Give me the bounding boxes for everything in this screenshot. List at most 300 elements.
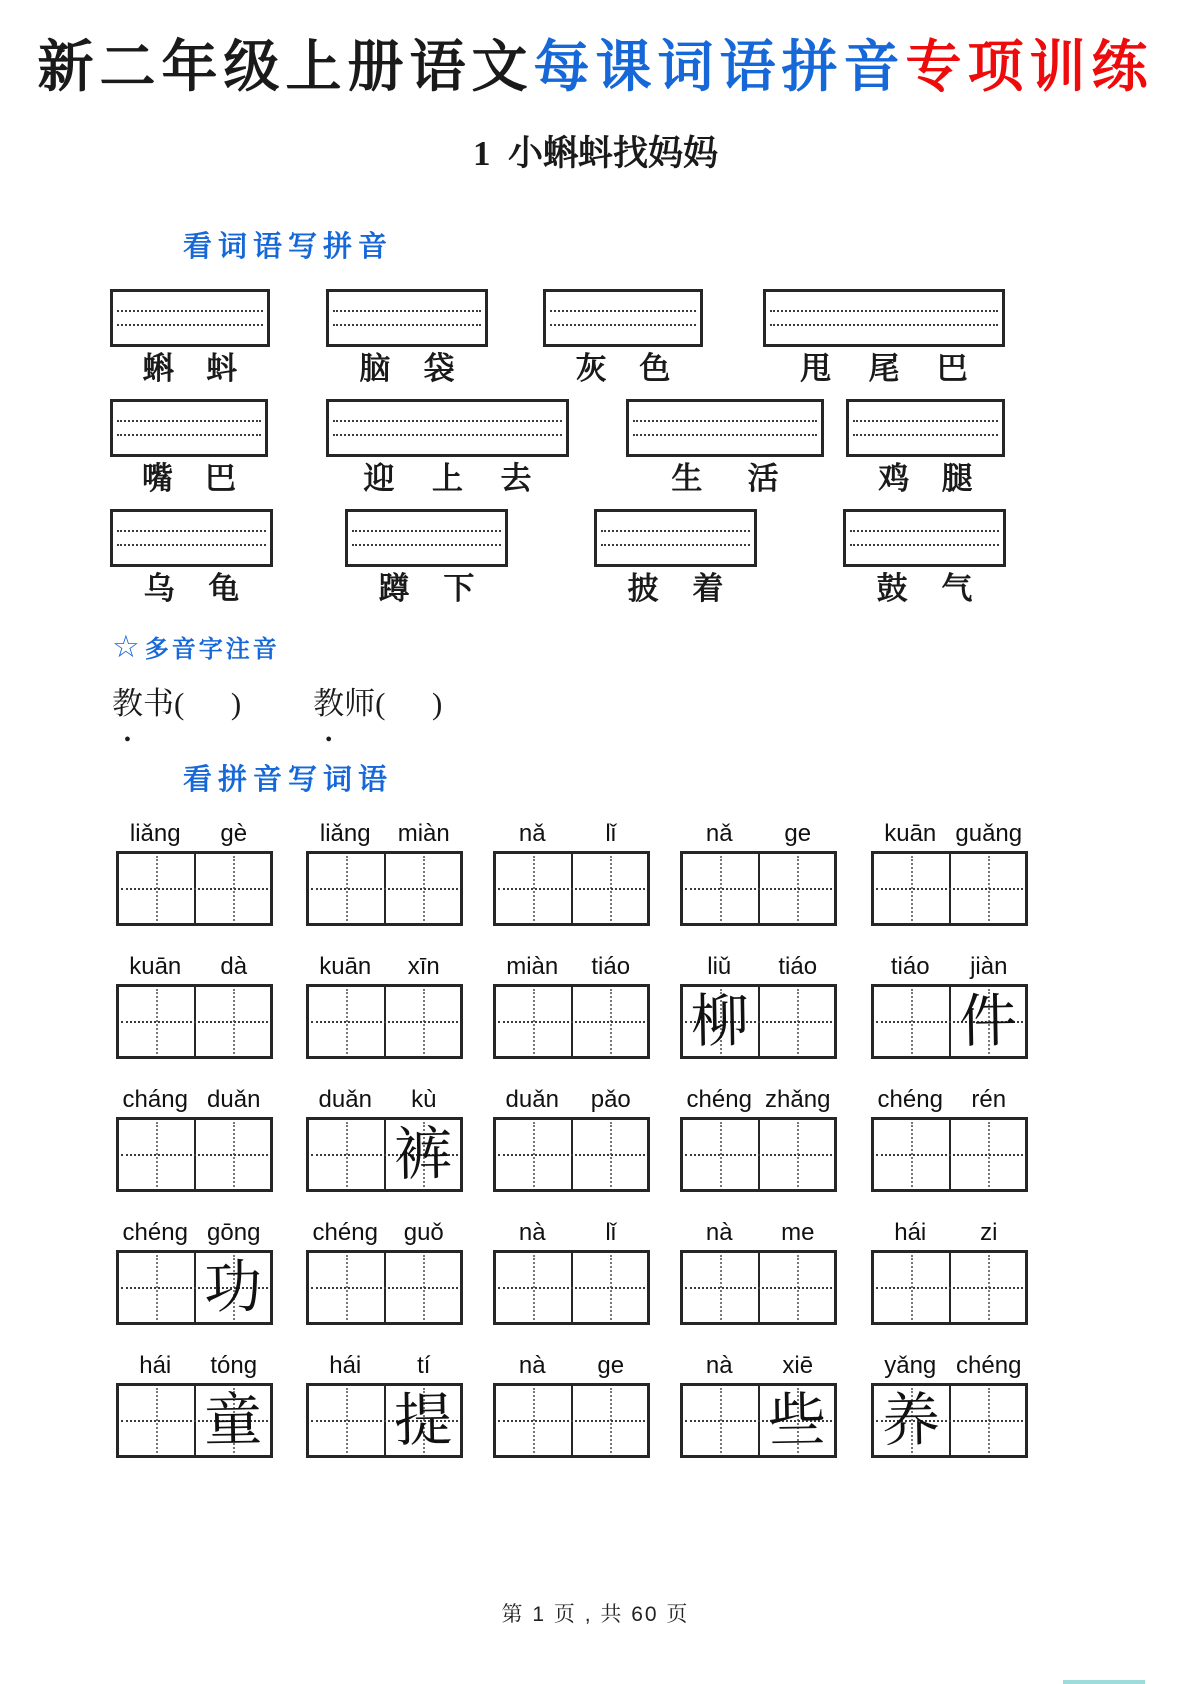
title-segment-red: 专项训练 [905, 37, 1154, 99]
word-character: 披 [627, 570, 659, 606]
dashed-guideline [117, 544, 266, 546]
word-pinyin-item [626, 399, 824, 496]
pinyin-word-unit [871, 1350, 1028, 1458]
pinyin-labels [680, 1350, 837, 1383]
word-character: 蹲 [378, 570, 410, 606]
dashed-guideline [601, 544, 750, 546]
writing-cell [119, 1120, 194, 1189]
prefilled-character: 些 [767, 1385, 827, 1455]
pinyin-syllable: xiē [782, 1351, 814, 1379]
character-writing-box [680, 1383, 837, 1458]
word-character: 蚪 [206, 350, 238, 386]
pinyin-word-unit [680, 1350, 837, 1458]
pinyin-writing-box [543, 289, 703, 347]
pinyin-syllable: liǎng [129, 819, 181, 847]
pinyin-syllable: hái [139, 1351, 172, 1379]
pinyin-syllable: hái [329, 1351, 362, 1379]
pinyin-syllable: duǎn [318, 1085, 372, 1113]
pinyin-word-unit [871, 1217, 1028, 1325]
character-writing-box [680, 984, 837, 1059]
character-writing-box [493, 984, 650, 1059]
pinyin-word-unit [306, 951, 463, 1059]
character-writing-box [306, 1117, 463, 1192]
writing-cell [496, 1386, 571, 1455]
word-character: 鸡 [878, 460, 910, 496]
pinyin-syllable: kuān [129, 952, 182, 980]
dashed-guideline [601, 530, 750, 532]
word-pinyin-item [110, 509, 273, 606]
pinyin-grid-row [0, 1350, 1191, 1483]
writing-cell [496, 987, 571, 1056]
pinyin-syllable: guǎng [955, 819, 1023, 847]
prefilled-character: 裤 [393, 1119, 453, 1189]
character-writing-box [493, 1117, 650, 1192]
pinyin-syllable: chéng [312, 1218, 378, 1246]
pinyin-writing-box [345, 509, 508, 567]
character-writing-box [116, 984, 273, 1059]
pinyin-syllable: pǎo [590, 1085, 631, 1113]
writing-cell [119, 987, 194, 1056]
writing-cell [309, 987, 384, 1056]
character-writing-box [680, 1117, 837, 1192]
dotted-character: 教 ● [313, 678, 344, 723]
word-character: 乌 [143, 570, 175, 606]
polyphonic-item [313, 678, 442, 723]
lesson-title: 1 小蝌蚪找妈妈 [472, 133, 718, 173]
writing-cell [119, 1386, 194, 1455]
pinyin-grid-row [0, 818, 1191, 951]
writing-cell [384, 1253, 461, 1322]
pinyin-syllable: duǎn [505, 1085, 559, 1113]
pinyin-labels [116, 1350, 273, 1383]
pinyin-syllable: xīn [407, 952, 440, 980]
pinyin-syllable: nà [705, 1218, 733, 1246]
pinyin-syllable: nǎ [705, 819, 733, 847]
word-character: 巴 [936, 350, 968, 386]
pinyin-word-unit [116, 951, 273, 1059]
pinyin-writing-box [846, 399, 1005, 457]
writing-cell [496, 1253, 571, 1322]
character-writing-box [306, 984, 463, 1059]
word-row [0, 399, 1191, 509]
word-pinyin-item [846, 399, 1005, 496]
dashed-guideline [117, 530, 266, 532]
pinyin-labels [493, 1084, 650, 1117]
writing-cell [571, 1120, 648, 1189]
dashed-guideline [352, 530, 501, 532]
prefilled-character: 童 [203, 1385, 263, 1455]
dashed-guideline [853, 420, 998, 422]
word-character: 鼓 [876, 570, 908, 606]
pinyin-syllable: nà [518, 1218, 546, 1246]
dashed-guideline [333, 324, 481, 326]
dashed-guideline [117, 310, 263, 312]
word-character: 袋 [423, 350, 455, 386]
prefilled-character: 养 [881, 1385, 941, 1455]
dashed-guideline [850, 530, 999, 532]
dashed-guideline [352, 544, 501, 546]
prefilled-character: 件 [958, 986, 1018, 1056]
chinese-word-label [326, 352, 488, 386]
pinyin-syllable: jiàn [970, 952, 1008, 980]
polyphonic-line [112, 678, 1191, 723]
pinyin-labels [871, 1217, 1028, 1250]
next-page-edge [1063, 1680, 1145, 1684]
writing-cell [683, 987, 758, 1056]
word-pinyin-item [326, 399, 569, 496]
character-writing-box [493, 851, 650, 926]
pinyin-grid-row [0, 1084, 1191, 1217]
pinyin-word-unit [116, 1217, 273, 1325]
writing-cell [309, 1386, 384, 1455]
word-pinyin-item [326, 289, 488, 386]
pinyin-word-unit [871, 951, 1028, 1059]
writing-cell [194, 987, 271, 1056]
dashed-guideline [333, 434, 562, 436]
character-writing-box [493, 1383, 650, 1458]
word-pinyin-item [345, 509, 508, 606]
pinyin-syllable: me [781, 1218, 815, 1246]
writing-cell [309, 854, 384, 923]
pinyin-labels [306, 1350, 463, 1383]
pinyin-syllable: tóng [210, 1351, 258, 1379]
prefilled-character: 柳 [690, 986, 750, 1056]
pinyin-syllable: zhǎng [765, 1085, 831, 1113]
character-writing-box [680, 1250, 837, 1325]
chinese-word-label [594, 572, 757, 606]
pinyin-syllable: nà [705, 1351, 733, 1379]
writing-cell [309, 1253, 384, 1322]
page-title [0, 0, 1191, 100]
pinyin-labels [493, 951, 650, 984]
pinyin-to-word-grid [0, 818, 1191, 1483]
writing-cell [874, 1253, 949, 1322]
word-pinyin-item [763, 289, 1005, 386]
pinyin-labels [680, 818, 837, 851]
chinese-word-label [326, 462, 569, 496]
pinyin-writing-box [326, 399, 569, 457]
pinyin-labels [306, 1084, 463, 1117]
writing-cell [384, 987, 461, 1056]
writing-cell [194, 1253, 271, 1322]
pinyin-syllable: nà [518, 1351, 546, 1379]
pinyin-syllable: liǔ [707, 952, 732, 980]
pinyin-writing-box [110, 399, 268, 457]
word-character: 嘴 [142, 460, 173, 496]
pinyin-labels [306, 1217, 463, 1250]
writing-cell [571, 1253, 648, 1322]
word-character: 色 [639, 350, 671, 386]
character-writing-box [871, 851, 1028, 926]
pinyin-syllable: chéng [877, 1085, 943, 1113]
character-writing-box [116, 851, 273, 926]
dashed-guideline [853, 434, 998, 436]
dotted-character: 教 ● [112, 678, 143, 723]
word-character: 龟 [208, 570, 240, 606]
character-writing-box [871, 1250, 1028, 1325]
pinyin-word-unit [306, 1084, 463, 1192]
writing-cell [758, 1386, 835, 1455]
writing-cell [874, 854, 949, 923]
writing-cell [874, 1120, 949, 1189]
pinyin-word-unit [306, 1350, 463, 1458]
pinyin-labels [680, 951, 837, 984]
word-character: 腿 [941, 460, 973, 496]
writing-cell [949, 854, 1026, 923]
pinyin-syllable: miàn [506, 952, 559, 980]
pinyin-word-unit [493, 1217, 650, 1325]
word-character: 上 [432, 460, 463, 496]
pinyin-word-unit [493, 818, 650, 926]
pinyin-labels [116, 1084, 273, 1117]
word-character: 生 [671, 460, 703, 496]
pinyin-writing-box [110, 509, 273, 567]
pinyin-syllable: tiáo [591, 952, 631, 980]
word-character: 灰 [575, 350, 607, 386]
writing-cell [758, 1120, 835, 1189]
pinyin-syllable: chéng [956, 1351, 1022, 1379]
character-writing-box [871, 1383, 1028, 1458]
writing-cell [571, 987, 648, 1056]
pinyin-word-unit [493, 951, 650, 1059]
word-character: 下 [443, 570, 475, 606]
star-icon: ☆ [112, 628, 140, 664]
polyphonic-item [112, 678, 241, 723]
pinyin-syllable: chéng [686, 1085, 752, 1113]
pinyin-labels [493, 1350, 650, 1383]
pinyin-syllable: ge [784, 819, 812, 847]
section-header-pinyin-to-word: 看拼音写词语 [183, 763, 394, 796]
dashed-guideline [633, 434, 817, 436]
pinyin-labels [116, 818, 273, 851]
pinyin-labels [493, 1217, 650, 1250]
word-character: 甩 [800, 350, 832, 386]
pinyin-writing-box [763, 289, 1005, 347]
pinyin-word-unit [306, 818, 463, 926]
pinyin-labels [306, 951, 463, 984]
pinyin-labels [680, 1084, 837, 1117]
answer-parentheses: ( ) [174, 685, 242, 721]
pinyin-labels [306, 818, 463, 851]
pinyin-word-unit [116, 1350, 273, 1458]
writing-cell [194, 1120, 271, 1189]
pinyin-syllable: kuān [319, 952, 372, 980]
writing-cell [384, 1386, 461, 1455]
pinyin-labels [871, 818, 1028, 851]
pinyin-labels [116, 1217, 273, 1250]
section-header-word-to-pinyin: 看词语写拼音 [183, 230, 394, 263]
polyphonic-word-rest: 书 [143, 685, 174, 721]
word-character: 巴 [205, 460, 236, 496]
word-pinyin-item [110, 399, 268, 496]
writing-cell [683, 1386, 758, 1455]
writing-cell [384, 854, 461, 923]
word-character: 去 [500, 460, 532, 496]
word-character: 气 [941, 570, 973, 606]
writing-cell [683, 1120, 758, 1189]
pinyin-syllable: tiáo [890, 952, 930, 980]
writing-cell [949, 1253, 1026, 1322]
dashed-guideline [117, 324, 263, 326]
dashed-guideline [117, 434, 261, 436]
pinyin-syllable: zi [980, 1218, 998, 1246]
dashed-guideline [333, 310, 481, 312]
character-writing-box [116, 1383, 273, 1458]
pinyin-word-unit [680, 951, 837, 1059]
title-segment-blue: 每课词语拼音 [533, 37, 906, 99]
pinyin-word-unit [306, 1217, 463, 1325]
pinyin-word-unit [680, 1084, 837, 1192]
writing-cell [119, 1253, 194, 1322]
polyphonic-header-label: 多音字注音 [144, 636, 280, 663]
dashed-guideline [850, 544, 999, 546]
character-writing-box [871, 1117, 1028, 1192]
pinyin-syllable: gōng [207, 1218, 261, 1246]
writing-cell [949, 987, 1026, 1056]
polyphonic-header [112, 629, 1191, 664]
pinyin-syllable: kù [411, 1085, 437, 1113]
word-character: 活 [747, 460, 779, 496]
word-pinyin-item [843, 509, 1006, 606]
chinese-word-label [110, 352, 270, 386]
pinyin-syllable: lǐ [605, 1218, 617, 1246]
chinese-word-label [843, 572, 1006, 606]
writing-cell [194, 854, 271, 923]
writing-cell [874, 987, 949, 1056]
pinyin-writing-box [326, 289, 488, 347]
dashed-guideline [770, 310, 998, 312]
writing-cell [384, 1120, 461, 1189]
answer-parentheses: ( ) [375, 685, 443, 721]
chinese-word-label [110, 572, 273, 606]
dashed-guideline [550, 310, 696, 312]
pinyin-syllable: chéng [122, 1218, 188, 1246]
character-writing-box [116, 1250, 273, 1325]
prefilled-character: 提 [393, 1385, 453, 1455]
chinese-word-label [763, 352, 1005, 386]
pinyin-word-unit [871, 1084, 1028, 1192]
character-writing-box [306, 851, 463, 926]
pinyin-syllable: tiáo [778, 952, 818, 980]
writing-cell [758, 1253, 835, 1322]
pinyin-word-unit [116, 818, 273, 926]
word-character: 迎 [363, 460, 395, 496]
character-writing-box [116, 1117, 273, 1192]
word-character: 尾 [868, 350, 900, 386]
word-pinyin-item [543, 289, 703, 386]
pinyin-labels [871, 1084, 1028, 1117]
chinese-word-label [543, 352, 703, 386]
writing-cell [119, 854, 194, 923]
pinyin-labels [493, 818, 650, 851]
pinyin-syllable: duǎn [207, 1085, 261, 1113]
pinyin-labels [116, 951, 273, 984]
word-character: 蝌 [142, 350, 174, 386]
word-pinyin-item [594, 509, 757, 606]
writing-cell [874, 1386, 949, 1455]
pinyin-word-unit [680, 818, 837, 926]
writing-cell [758, 854, 835, 923]
word-character: 着 [692, 570, 724, 606]
pinyin-syllable: rén [971, 1085, 1007, 1113]
writing-cell [496, 1120, 571, 1189]
writing-cell [571, 854, 648, 923]
pinyin-labels [871, 1350, 1028, 1383]
pinyin-syllable: miàn [397, 819, 450, 847]
chinese-word-label [626, 462, 824, 496]
polyphonic-word-rest: 师 [344, 685, 376, 721]
writing-cell [949, 1120, 1026, 1189]
pinyin-syllable: nǎ [518, 819, 546, 847]
pinyin-syllable: hái [894, 1218, 927, 1246]
word-row [0, 509, 1191, 619]
pinyin-syllable: cháng [122, 1085, 188, 1113]
prefilled-character: 功 [203, 1252, 263, 1322]
title-segment-black: 新二年级上册语文 [37, 37, 534, 99]
pinyin-writing-box [843, 509, 1006, 567]
character-writing-box [871, 984, 1028, 1059]
pinyin-word-unit [116, 1084, 273, 1192]
pinyin-syllable: tí [417, 1351, 431, 1379]
pinyin-syllable: dà [220, 952, 248, 980]
writing-cell [571, 1386, 648, 1455]
writing-cell [683, 1253, 758, 1322]
dashed-guideline [633, 420, 817, 422]
pinyin-writing-box [594, 509, 757, 567]
word-to-pinyin-section [0, 289, 1191, 619]
writing-cell [496, 854, 571, 923]
page-footer: 第 1 页 , 共 60 页 [501, 1603, 690, 1626]
chinese-word-label [345, 572, 508, 606]
pinyin-syllable: lǐ [605, 819, 617, 847]
pinyin-labels [680, 1217, 837, 1250]
dashed-guideline [117, 420, 261, 422]
pinyin-syllable: liǎng [319, 819, 371, 847]
character-writing-box [493, 1250, 650, 1325]
character-writing-box [306, 1250, 463, 1325]
writing-cell [683, 854, 758, 923]
writing-cell [194, 1386, 271, 1455]
pinyin-grid-row [0, 1217, 1191, 1350]
pinyin-writing-box [110, 289, 270, 347]
chinese-word-label [846, 462, 1005, 496]
pinyin-word-unit [493, 1350, 650, 1458]
writing-cell [309, 1120, 384, 1189]
writing-cell [758, 987, 835, 1056]
pinyin-syllable: ge [597, 1351, 625, 1379]
word-pinyin-item [110, 289, 270, 386]
dashed-guideline [770, 324, 998, 326]
word-character: 脑 [359, 350, 391, 386]
pinyin-syllable: gè [220, 819, 248, 847]
pinyin-word-unit [680, 1217, 837, 1325]
character-writing-box [680, 851, 837, 926]
pinyin-syllable: kuān [884, 819, 937, 847]
pinyin-writing-box [626, 399, 824, 457]
pinyin-word-unit [871, 818, 1028, 926]
pinyin-grid-row [0, 951, 1191, 1084]
pinyin-labels [871, 951, 1028, 984]
writing-cell [949, 1386, 1026, 1455]
pinyin-syllable: guǒ [403, 1218, 444, 1246]
dashed-guideline [550, 324, 696, 326]
chinese-word-label [110, 462, 268, 496]
dashed-guideline [333, 420, 562, 422]
word-row [0, 289, 1191, 399]
character-writing-box [306, 1383, 463, 1458]
pinyin-word-unit [493, 1084, 650, 1192]
pinyin-syllable: yǎng [884, 1351, 937, 1379]
